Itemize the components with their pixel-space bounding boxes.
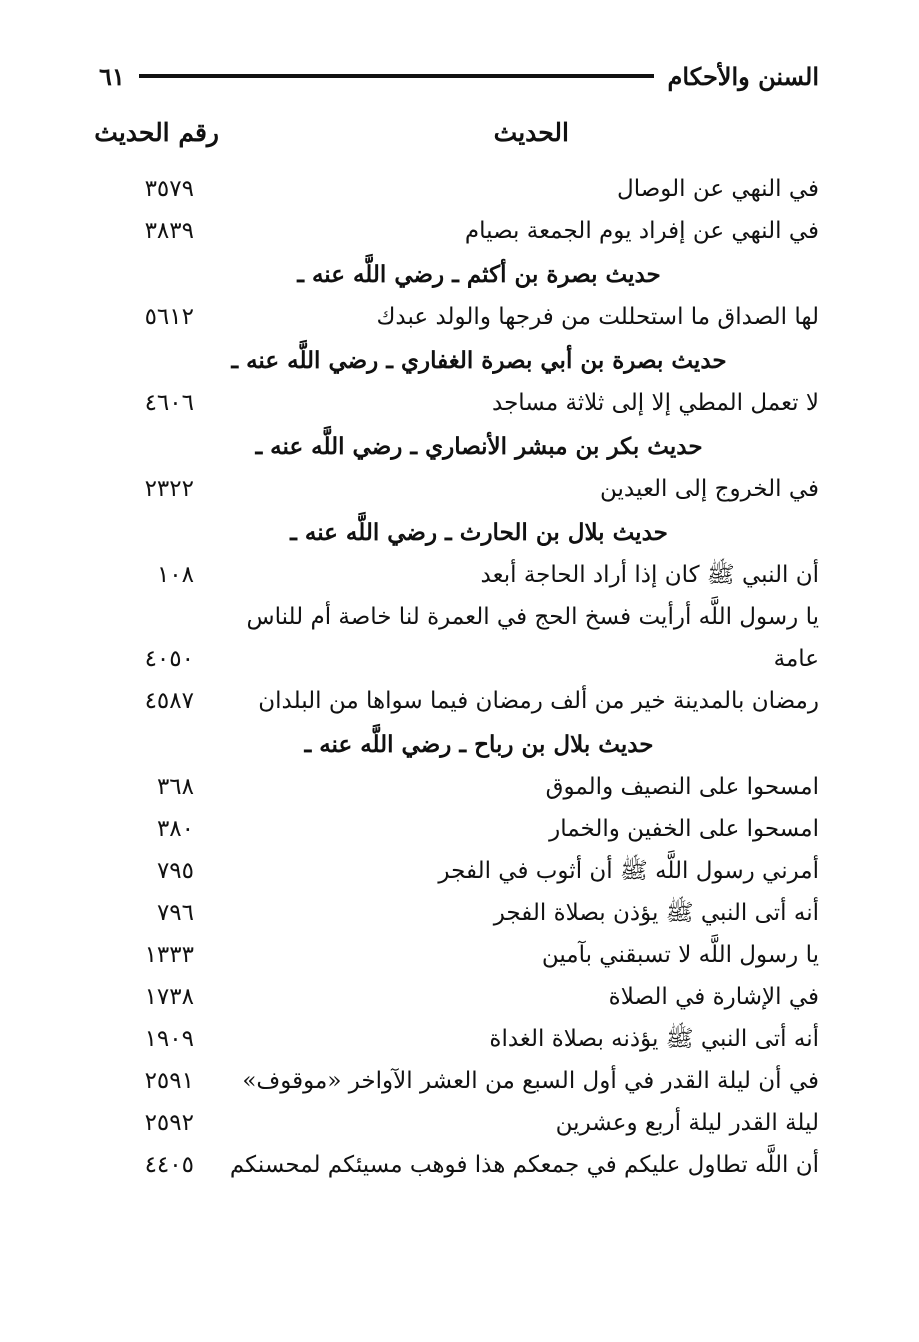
- page-number: ٦١: [99, 61, 125, 91]
- index-entry: [99, 1144, 819, 1186]
- hadith-text: امسحوا على النصيف والموق: [545, 774, 819, 800]
- index-entry: [99, 976, 819, 1018]
- hadith-text: في الإشارة في الصلاة: [608, 984, 819, 1010]
- hadith-number: ٥٦١٢: [144, 304, 194, 330]
- index-entry: [99, 1060, 819, 1102]
- hadith-text: لا تعمل المطي إلا إلى ثلاثة مساجد: [492, 390, 819, 416]
- hadith-text: أن اللَّه تطاول عليكم في جمعكم هذا فوهب مسيئكم لمحسنكم: [229, 1152, 819, 1178]
- section-heading: [99, 426, 819, 468]
- section-heading-text: حديث بلال بن الحارث ـ رضي اللَّه عنه ـ: [290, 519, 668, 546]
- index-rows: [99, 168, 819, 1186]
- hadith-text: في الخروج إلى العيدين: [600, 476, 819, 502]
- running-title: السنن والأحكام: [667, 61, 819, 91]
- hadith-text: ليلة القدر ليلة أربع وعشرين: [555, 1110, 819, 1136]
- hadith-number: ٢٣٢٢: [144, 476, 194, 502]
- index-entry: [99, 468, 819, 510]
- index-entry: [99, 1018, 819, 1060]
- hadith-text: امسحوا على الخفين والخمار: [549, 816, 819, 842]
- index-entry: [99, 554, 819, 596]
- index-entry: [99, 596, 819, 638]
- section-heading: [99, 724, 819, 766]
- index-entry: [99, 934, 819, 976]
- section-heading-text: حديث بصرة بن أبي بصرة الغفاري ـ رضي اللَّه عنه ـ: [231, 347, 727, 374]
- hadith-number: ٧٩٦: [156, 900, 194, 926]
- hadith-text: أنه أتى النبي ﷺ يؤذن بصلاة الفجر: [493, 900, 819, 926]
- hadith-number: ٣٨٠: [156, 816, 194, 842]
- hadith-text: أمرني رسول اللَّه ﷺ أن أثوب في الفجر: [438, 858, 819, 884]
- index-entry: [99, 808, 819, 850]
- hadith-text: عامة: [773, 646, 819, 672]
- column-header-number: رقم الحديث: [94, 118, 219, 147]
- hadith-text: يا رسول اللَّه أرأيت فسخ الحج في العمرة لنا خاصة أم للناس: [246, 604, 819, 630]
- header-rule: [139, 74, 654, 78]
- hadith-text: لها الصداق ما استحللت من فرجها والولد عبدك: [376, 304, 819, 330]
- section-heading: [99, 512, 819, 554]
- hadith-number: ١٠٨: [156, 562, 194, 588]
- hadith-number: ٤٥٨٧: [144, 688, 194, 714]
- hadith-text: في النهي عن الوصال: [617, 176, 819, 202]
- index-entry: [99, 638, 819, 680]
- index-entry: [99, 680, 819, 722]
- index-entry: [99, 382, 819, 424]
- hadith-text: أن النبي ﷺ كان إذا أراد الحاجة أبعد: [480, 562, 819, 588]
- hadith-number: ٤٤٠٥: [144, 1152, 194, 1178]
- hadith-text: رمضان بالمدينة خير من ألف رمضان فيما سواها من البلدان: [258, 688, 819, 714]
- index-entry: [99, 850, 819, 892]
- hadith-number: ٣٥٧٩: [144, 176, 194, 202]
- hadith-text: أنه أتى النبي ﷺ يؤذنه بصلاة الغداة: [489, 1026, 819, 1052]
- section-heading: [99, 254, 819, 296]
- hadith-number: ١٩٠٩: [144, 1026, 194, 1052]
- hadith-number: ٢٥٩٢: [144, 1110, 194, 1136]
- section-heading: [99, 340, 819, 382]
- hadith-number: ١٣٣٣: [144, 942, 194, 968]
- hadith-text: في أن ليلة القدر في أول السبع من العشر الآواخر «موقوف»: [242, 1068, 819, 1094]
- column-header-hadith: الحديث: [493, 118, 569, 147]
- index-entry: [99, 892, 819, 934]
- section-heading-text: حديث بلال بن رباح ـ رضي اللَّه عنه ـ: [304, 731, 654, 758]
- index-entry: [99, 296, 819, 338]
- hadith-number: ٣٨٣٩: [144, 218, 194, 244]
- hadith-number: ١٧٣٨: [144, 984, 194, 1010]
- hadith-number: ٧٩٥: [156, 858, 194, 884]
- hadith-number: ٤٦٠٦: [144, 390, 194, 416]
- index-entry: [99, 1102, 819, 1144]
- hadith-text: في النهي عن إفراد يوم الجمعة بصيام: [464, 218, 819, 244]
- section-heading-text: حديث بصرة بن أكثم ـ رضي اللَّه عنه ـ: [297, 261, 661, 288]
- hadith-text: يا رسول اللَّه لا تسبقني بآمين: [541, 942, 819, 968]
- section-heading-text: حديث بكر بن مبشر الأنصاري ـ رضي اللَّه عنه ـ: [255, 433, 703, 460]
- index-entry: [99, 210, 819, 252]
- running-head: [99, 56, 819, 96]
- index-entry: [99, 766, 819, 808]
- index-entry: [99, 168, 819, 210]
- hadith-number: ٢٥٩١: [144, 1068, 194, 1094]
- hadith-number: ٣٦٨: [156, 774, 194, 800]
- hadith-number: ٤٠٥٠: [144, 646, 194, 672]
